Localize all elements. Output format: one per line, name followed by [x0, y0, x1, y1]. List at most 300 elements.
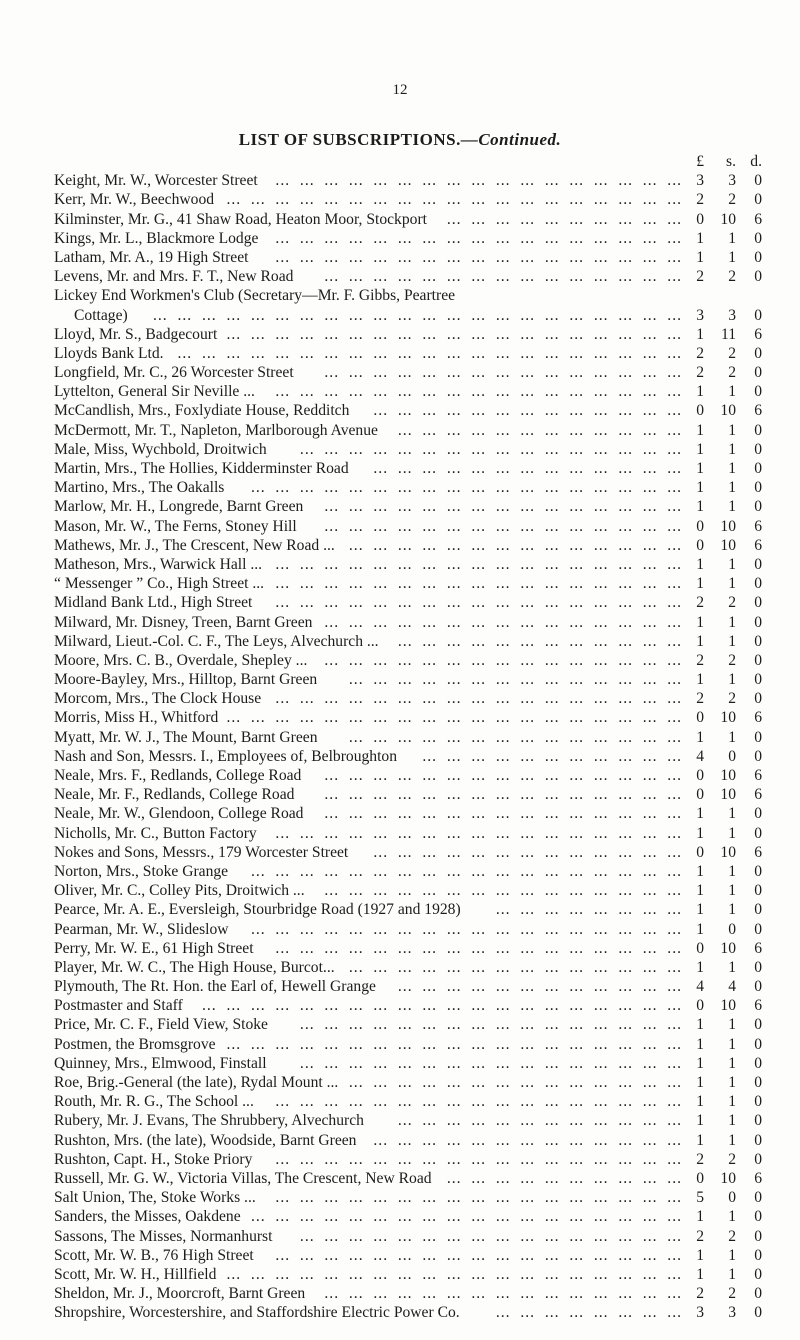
pence-value: 0 [754, 460, 762, 477]
shillings-value: 1 [728, 479, 736, 497]
leader-dots: ... ... ... ... ... ... ... ... ... ... ... ... [397, 632, 682, 650]
leader-dots: ... ... ... ... ... ... ... ... ... ... ... ... ... ... ... ... [299, 1016, 682, 1034]
subscriber-name: Rubery, Mr. J. Evans, The Shrubbery, Alvechurch [54, 1112, 364, 1130]
shillings-value: 1 [728, 229, 736, 247]
pounds-value: 1 [696, 575, 704, 593]
pounds-value: 0 [696, 402, 704, 420]
amount [686, 766, 764, 785]
shillings-value: 3 [728, 172, 736, 190]
subscriber-name: Morris, Miss H., Whitford [54, 709, 219, 727]
shillings-value: 1 [728, 882, 736, 900]
pounds-value: 0 [696, 767, 704, 784]
pounds-value: 1 [696, 805, 704, 823]
pence-value: 6 [754, 210, 762, 228]
leader-dots: ... ... ... ... ... ... ... ... ... ... ... ... ... ... ... ... ... [275, 1189, 682, 1207]
list-item [54, 843, 764, 862]
amount [686, 843, 764, 862]
list-item [54, 267, 764, 286]
list-item [54, 632, 764, 651]
list-item [54, 1092, 764, 1111]
pounds-value: 1 [696, 901, 704, 919]
pence-value: 0 [754, 1246, 762, 1264]
leader-dots: ... ... ... ... ... ... ... ... ... ... ... ... ... ... ... ... [299, 1227, 682, 1245]
subscriber-name: Pearman, Mr. W., Slideslow [54, 920, 229, 938]
subscriber-name: Salt Union, The, Stoke Works ... [54, 1189, 256, 1207]
list-item [54, 190, 764, 209]
leader-dots: ... ... ... ... ... ... ... ... ... ... [446, 1169, 682, 1187]
pence-value: 0 [754, 958, 762, 976]
amount [686, 421, 764, 440]
pounds-value: 2 [696, 1285, 704, 1303]
amount [686, 248, 764, 267]
leader-dots: ... ... ... ... ... ... ... ... ... ... ... ... ... [373, 402, 682, 420]
pence-value: 0 [754, 920, 762, 938]
amount [686, 210, 764, 229]
leader-dots: ... ... ... ... ... ... ... ... ... ... ... ... ... ... ... ... ... [275, 939, 682, 957]
leader-dots: ... ... ... ... ... ... ... ... ... ... ... ... ... ... [348, 1074, 682, 1091]
subscriber-name: Myatt, Mr. W. J., The Mount, Barnt Green [54, 728, 318, 746]
subscriber-name: Quinney, Mrs., Elmwood, Finstall [54, 1054, 267, 1072]
leader-dots: ... ... ... ... ... ... ... ... ... ... [446, 210, 682, 228]
subscriber-name: Lloyds Bank Ltd. [54, 344, 164, 362]
subscriber-name: Lloyd, Mr. S., Badgecourt [54, 325, 218, 343]
list-item [54, 996, 764, 1015]
subscriber-name: Player, Mr. W. C., The High House, Burcot... [54, 958, 335, 976]
pence-value: 0 [754, 383, 762, 401]
pence-value: 0 [754, 440, 762, 458]
pence-value: 0 [754, 1035, 762, 1053]
pounds-value: 1 [696, 383, 704, 401]
shillings-value: 2 [728, 364, 736, 382]
subscriber-name: Martino, Mrs., The Oakalls [54, 479, 225, 497]
subscriber-name: Russell, Mr. G. W., Victoria Villas, The Crescent, New Road [54, 1169, 432, 1187]
subscriber-name: Plymouth, The Rt. Hon. the Earl of, Hewell Grange [54, 978, 376, 996]
shillings-value: 1 [728, 248, 736, 266]
shillings-value: 1 [728, 1208, 736, 1226]
amount [686, 286, 764, 305]
list-item [54, 248, 764, 267]
amount [686, 325, 764, 344]
amount [686, 1265, 764, 1284]
pence-value: 0 [754, 747, 762, 765]
pence-value: 0 [754, 690, 762, 708]
pounds-value: 0 [696, 709, 704, 727]
leader-dots: ... ... ... ... ... ... ... ... ... ... ... ... ... ... ... ... ... [275, 383, 682, 401]
subscriber-name: Rushton, Mrs. (the late), Woodside, Barnt Green [54, 1131, 357, 1149]
shillings-value: 2 [728, 1150, 736, 1168]
pounds-value: 1 [696, 1265, 704, 1283]
pence-value: 0 [754, 862, 762, 880]
leader-dots: ... ... ... ... ... ... ... ... ... ... ... ... ... ... ... [324, 498, 682, 516]
subscriber-name: Nicholls, Mr. C., Button Factory [54, 824, 257, 842]
list-item [54, 747, 764, 766]
amount [686, 1284, 764, 1303]
list-item [54, 593, 764, 612]
pence-value: 0 [754, 191, 762, 209]
pence-value: 0 [754, 498, 762, 516]
leader-dots: ... ... ... ... ... ... ... ... ... ... ... ... ... ... ... [324, 517, 682, 535]
pounds-value: 1 [696, 460, 704, 477]
subscriber-name: Levens, Mr. and Mrs. F. T., New Road [54, 268, 294, 286]
pounds-value: 1 [696, 1054, 704, 1072]
shillings-value: 0 [728, 920, 736, 938]
leader-dots: ... ... ... ... ... ... ... ... ... ... ... ... ... ... ... ... ... [275, 172, 682, 190]
shillings-value: 0 [728, 1189, 736, 1207]
subscriber-name: Perry, Mr. W. E., 61 High Street [54, 939, 254, 957]
list-item [54, 171, 764, 190]
subscriber-name: Sanders, the Misses, Oakdene [54, 1208, 241, 1226]
pence-value: 0 [754, 1074, 762, 1091]
pounds-value: 5 [696, 1189, 704, 1207]
shillings-value: 1 [728, 575, 736, 593]
subscriber-name: Roe, Brig.-General (the late), Rydal Mount ... [54, 1074, 339, 1091]
subscriber-name: Moore, Mrs. C. B., Overdale, Shepley ... [54, 651, 308, 669]
pence-value: 0 [754, 978, 762, 996]
pounds-value: 1 [696, 862, 704, 880]
pounds-value: 0 [696, 997, 704, 1015]
subscriber-name: Kerr, Mr. W., Beechwood [54, 191, 215, 209]
shillings-value: 2 [728, 191, 736, 209]
pounds-value: 1 [696, 1016, 704, 1034]
pence-value: 0 [754, 1016, 762, 1034]
list-item [54, 440, 764, 459]
leader-dots: ... ... ... ... ... ... ... ... ... ... ... ... ... ... ... ... ... [275, 690, 682, 708]
pounds-value: 3 [696, 306, 704, 324]
pence-value: 0 [754, 1093, 762, 1111]
list-item [54, 689, 764, 708]
pence-value: 0 [754, 1285, 762, 1303]
leader-dots: ... ... ... ... ... ... ... ... ... ... ... ... ... ... ... [324, 882, 682, 900]
pounds-value: 4 [696, 747, 704, 765]
amount [686, 363, 764, 382]
pounds-value: 1 [696, 325, 704, 343]
amount [686, 497, 764, 516]
pence-value: 0 [754, 248, 762, 266]
shillings-value: 1 [728, 498, 736, 516]
amount [686, 977, 764, 996]
subscriber-name: McCandlish, Mrs., Foxlydiate House, Redditch [54, 402, 350, 420]
leader-dots: ... ... ... ... ... ... ... ... ... ... ... ... [397, 978, 682, 996]
shillings-value: 1 [728, 555, 736, 573]
shillings-value: 1 [728, 440, 736, 458]
leader-dots: ... ... ... ... ... ... ... ... ... ... ... ... ... ... ... [324, 805, 682, 823]
amount [686, 1227, 764, 1246]
pounds-value: 1 [696, 728, 704, 746]
list-item [54, 344, 764, 363]
list-item [54, 881, 764, 900]
amount [686, 632, 764, 651]
subscriber-name: Martin, Mrs., The Hollies, Kidderminster Road [54, 460, 349, 477]
amount [686, 440, 764, 459]
shillings-value: 11 [720, 325, 736, 343]
list-item [54, 1284, 764, 1303]
list-item [54, 824, 764, 843]
amount [686, 1092, 764, 1111]
shillings-value: 4 [728, 978, 736, 996]
amount [686, 708, 764, 727]
shillings-value: 1 [728, 632, 736, 650]
shillings-value: 10 [720, 843, 736, 861]
leader-dots: ... ... ... ... ... ... ... ... ... ... ... ... ... ... ... ... ... [275, 594, 682, 612]
amount [686, 555, 764, 574]
pence-value: 0 [754, 172, 762, 190]
list-item [54, 862, 764, 881]
shillings-value: 1 [728, 901, 736, 919]
leader-dots: ... ... ... ... ... ... ... ... ... ... ... ... ... ... ... [324, 268, 682, 286]
amount [686, 190, 764, 209]
leader-dots: ... ... ... ... ... ... ... ... ... ... ... ... [397, 1112, 682, 1130]
amount [686, 1131, 764, 1150]
list-item [54, 1111, 764, 1130]
pence-value: 6 [754, 786, 762, 804]
pence-value: 0 [754, 268, 762, 286]
shillings-value: 1 [728, 1016, 736, 1034]
pounds-header: £ [696, 153, 704, 170]
list-item [54, 421, 764, 440]
list-item [54, 1073, 764, 1092]
list-item [54, 708, 764, 727]
pence-value: 6 [754, 325, 762, 343]
leader-dots: ... ... ... ... ... ... ... ... ... ... ... ... ... ... ... ... ... [275, 575, 682, 593]
subscriber-name: Marlow, Mr. H., Longrede, Barnt Green [54, 498, 304, 516]
pounds-value: 2 [696, 191, 704, 209]
list-item [54, 382, 764, 401]
amount [686, 401, 764, 420]
subscriber-name: Sassons, The Misses, Normanhurst [54, 1227, 273, 1245]
subscriber-name: Nash and Son, Messrs. I., Employees of, Belbroughton [54, 747, 398, 765]
list-item [54, 613, 764, 632]
shillings-value: 10 [720, 402, 736, 420]
list-item [54, 1207, 764, 1226]
pounds-value: 1 [696, 613, 704, 631]
list-item [54, 1303, 764, 1322]
pounds-value: 1 [696, 671, 704, 689]
subscriber-name: Milward, Lieut.-Col. C. F., The Leys, Alvechurch ... [54, 632, 379, 650]
shillings-value: 0 [728, 747, 736, 765]
pounds-value: 2 [696, 1150, 704, 1168]
pounds-value: 1 [696, 632, 704, 650]
pounds-value: 1 [696, 248, 704, 266]
pounds-value: 0 [696, 536, 704, 554]
pence-value: 6 [754, 517, 762, 535]
shillings-value: 3 [728, 306, 736, 324]
shillings-value: 1 [728, 1035, 736, 1053]
pounds-value: 1 [696, 421, 704, 439]
subscriber-name: Scott, Mr. W. H., Hillfield [54, 1265, 217, 1283]
shillings-value: 1 [728, 862, 736, 880]
leader-dots: ... ... ... ... ... ... ... ... ... ... ... ... ... ... ... [324, 786, 682, 804]
subscriber-name: Norton, Mrs., Stoke Grange [54, 862, 229, 880]
subscriber-name: Neale, Mr. F., Redlands, College Road [54, 786, 295, 804]
subscriber-name: Male, Miss, Wychbold, Droitwich [54, 440, 267, 458]
shillings-value: 1 [728, 1074, 736, 1091]
amount [686, 306, 764, 325]
subscriber-name: Postmaster and Staff [54, 997, 183, 1015]
leader-dots: ... ... ... ... ... ... ... ... ... ... ... ... ... ... ... ... ... [275, 1246, 682, 1264]
leader-dots: ... ... ... ... ... ... ... ... ... ... ... ... ... ... ... ... ... ... [250, 862, 682, 880]
leader-dots: ... ... ... ... ... ... ... ... ... ... ... ... ... ... ... ... ... ... ... [226, 191, 682, 209]
shillings-value: 2 [728, 268, 736, 286]
pounds-value: 2 [696, 594, 704, 612]
shillings-value: 10 [720, 1169, 736, 1187]
amount [686, 1015, 764, 1034]
pounds-value: 1 [696, 958, 704, 976]
leader-dots: ... ... ... ... ... ... ... ... ... ... ... ... ... ... ... ... ... ... [250, 479, 682, 497]
list-item [54, 1054, 764, 1073]
pounds-value: 3 [696, 1304, 704, 1322]
pounds-value: 0 [696, 210, 704, 228]
pence-value: 0 [754, 1112, 762, 1130]
pounds-value: 0 [696, 786, 704, 804]
pence-value: 0 [754, 728, 762, 746]
list-item [54, 459, 764, 478]
list-item [54, 977, 764, 996]
pounds-value: 0 [696, 517, 704, 535]
shillings-value: 10 [720, 517, 736, 535]
pence-value: 0 [754, 594, 762, 612]
amount [686, 1111, 764, 1130]
shillings-value: 1 [728, 1265, 736, 1283]
pence-value: 0 [754, 901, 762, 919]
pence-value: 0 [754, 229, 762, 247]
shillings-value: 2 [728, 594, 736, 612]
leader-dots: ... ... ... ... ... ... ... ... ... ... ... ... ... ... ... ... ... ... ... ... ... ... [152, 306, 682, 324]
subscriber-name: Pearce, Mr. A. E., Eversleigh, Stourbridge Road (1927 and 1928) [54, 901, 461, 919]
amount [686, 958, 764, 977]
shillings-value: 10 [720, 536, 736, 554]
leader-dots: ... ... ... ... ... ... ... ... ... ... ... ... ... ... ... ... ... ... ... ... [201, 997, 682, 1015]
amount [686, 881, 764, 900]
subscriber-name: Milward, Mr. Disney, Treen, Barnt Green [54, 613, 313, 631]
pence-header: d. [750, 153, 762, 170]
shillings-value: 1 [728, 421, 736, 439]
pounds-value: 1 [696, 920, 704, 938]
pence-value: 6 [754, 402, 762, 420]
list-item [54, 785, 764, 804]
list-item [54, 574, 764, 593]
leader-dots: ... ... ... ... ... ... ... ... ... ... ... ... ... ... ... ... ... ... ... ... ... [177, 344, 682, 362]
shillings-value: 1 [728, 671, 736, 689]
subscriber-name: Mathews, Mr. J., The Crescent, New Road ... [54, 536, 335, 554]
amount [686, 267, 764, 286]
amount [686, 593, 764, 612]
list-item [54, 958, 764, 977]
amount [686, 459, 764, 478]
pence-value: 0 [754, 555, 762, 573]
pounds-value: 2 [696, 1227, 704, 1245]
subscriber-name: Keight, Mr. W., Worcester Street [54, 172, 258, 190]
currency-header-row [54, 152, 764, 171]
amount [686, 382, 764, 401]
subscriber-name: Routh, Mr. R. G., The School ... [54, 1093, 254, 1111]
shillings-header: s. [726, 153, 736, 170]
list-item [54, 920, 764, 939]
pounds-value: 2 [696, 344, 704, 362]
amount [686, 613, 764, 632]
leader-dots: ... ... ... ... ... ... ... ... ... ... ... ... ... ... [348, 728, 682, 746]
subscriber-name: Postmen, the Bromsgrove [54, 1035, 216, 1053]
shillings-value: 10 [720, 767, 736, 784]
amount [686, 862, 764, 881]
list-item [54, 306, 764, 325]
pence-value: 0 [754, 575, 762, 593]
list-item [54, 1131, 764, 1150]
leader-dots: ... ... ... ... ... ... ... ... [495, 1304, 682, 1322]
page-number: 12 [392, 82, 408, 98]
shillings-value: 3 [728, 1304, 736, 1322]
subscriber-name: Price, Mr. C. F., Field View, Stoke [54, 1016, 268, 1034]
shillings-value: 2 [728, 690, 736, 708]
subscription-list [54, 152, 764, 1322]
subscriber-name: Longfield, Mr. C., 26 Worcester Street [54, 364, 294, 382]
leader-dots: ... ... ... ... ... ... ... ... ... ... ... ... ... [373, 843, 682, 861]
leader-dots: ... ... ... ... ... ... ... ... ... ... ... ... ... ... ... ... ... ... ... [226, 325, 682, 343]
pence-value: 6 [754, 767, 762, 784]
pounds-value: 0 [696, 1169, 704, 1187]
pence-value: 0 [754, 632, 762, 650]
pounds-value: 1 [696, 498, 704, 516]
shillings-value: 10 [720, 210, 736, 228]
list-item [54, 651, 764, 670]
leader-dots: ... ... ... ... ... ... ... ... ... ... ... ... ... ... ... ... [299, 1054, 682, 1072]
leader-dots: ... ... ... ... ... ... ... ... ... ... ... ... ... ... ... ... ... ... [250, 920, 682, 938]
list-item [54, 536, 764, 555]
subscriber-name: Rushton, Capt. H., Stoke Priory [54, 1150, 253, 1168]
pounds-value: 2 [696, 268, 704, 286]
amount [686, 1303, 764, 1322]
list-item [54, 804, 764, 823]
pounds-value: 1 [696, 1093, 704, 1111]
pence-value: 0 [754, 882, 762, 900]
leader-dots: ... ... ... ... ... ... ... ... [495, 901, 682, 919]
pounds-value: 1 [696, 479, 704, 497]
subscriber-name: Sheldon, Mr. J., Moorcroft, Barnt Green [54, 1285, 306, 1303]
list-item [54, 210, 764, 229]
pounds-value: 1 [696, 824, 704, 842]
pence-value: 0 [754, 306, 762, 324]
leader-dots: ... ... ... ... ... ... ... ... ... ... ... ... ... ... [348, 536, 682, 554]
list-item [54, 1265, 764, 1284]
amount [686, 689, 764, 708]
shillings-value: 1 [728, 383, 736, 401]
pence-value: 0 [754, 805, 762, 823]
shillings-value: 10 [720, 709, 736, 727]
pence-value: 0 [754, 1131, 762, 1149]
leader-dots: ... ... ... ... ... ... ... ... ... ... ... ... ... ... ... ... ... [275, 229, 682, 247]
leader-dots: ... ... ... ... ... ... ... ... ... ... ... [422, 747, 682, 765]
shillings-value: 10 [720, 786, 736, 804]
pence-value: 0 [754, 651, 762, 669]
amount [686, 171, 764, 190]
amount [686, 900, 764, 919]
list-item [54, 363, 764, 382]
shillings-value: 1 [728, 1112, 736, 1130]
pence-value: 0 [754, 364, 762, 382]
leader-dots: ... ... ... ... ... ... ... ... ... ... ... ... ... ... ... [324, 613, 682, 631]
list-item [54, 1227, 764, 1246]
leader-dots: ... ... ... ... ... ... ... ... ... ... ... ... ... ... ... ... ... ... [250, 1208, 682, 1226]
shillings-value: 2 [728, 1227, 736, 1245]
list-item [54, 670, 764, 689]
pounds-value: 1 [696, 1074, 704, 1091]
amount [686, 1207, 764, 1226]
subscriber-name: Shropshire, Worcestershire, and Staffordshire Electric Power Co. [54, 1304, 460, 1322]
shillings-value: 1 [728, 460, 736, 477]
subscriber-name: Latham, Mr. A., 19 High Street [54, 248, 249, 266]
subscriber-name: Mason, Mr. W., The Ferns, Stoney Hill [54, 517, 297, 535]
leader-dots: ... ... ... ... ... ... ... ... ... ... ... ... ... ... ... ... ... [275, 555, 682, 573]
list-item [54, 1246, 764, 1265]
